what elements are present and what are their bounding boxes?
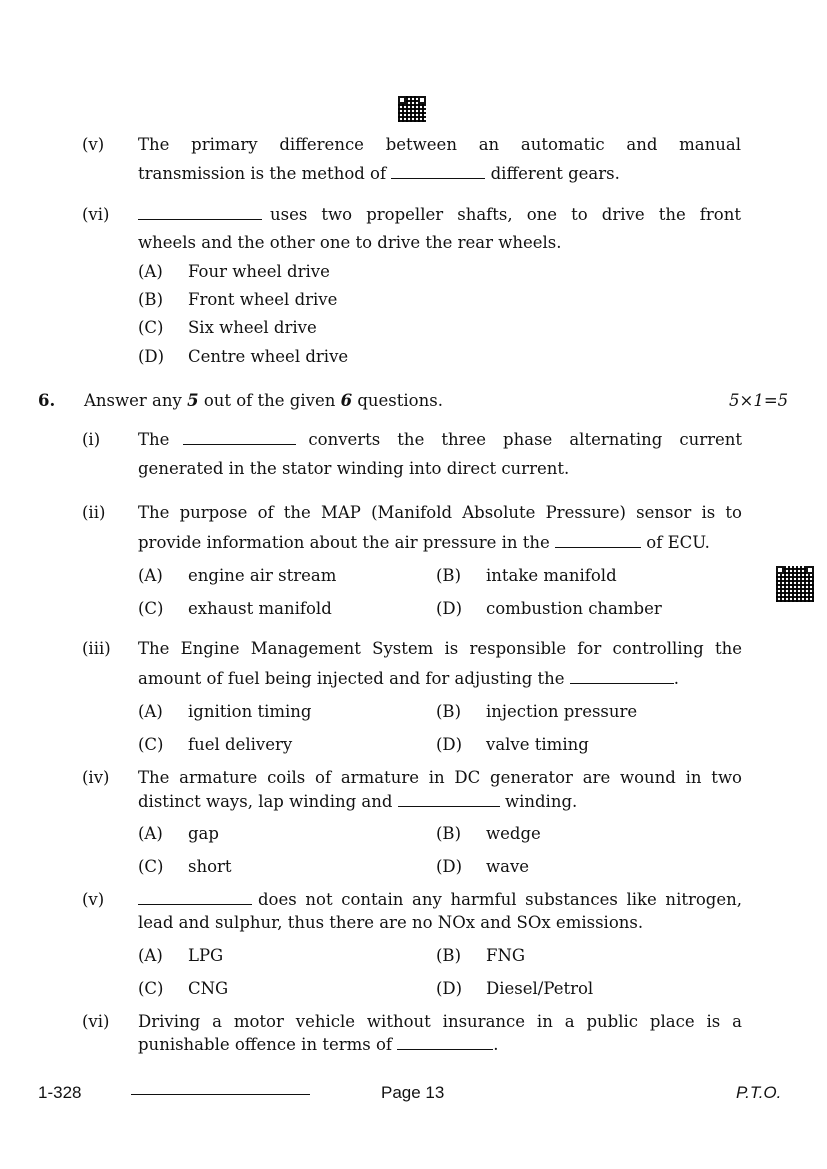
option-label: (B) — [436, 946, 461, 965]
option-text: CNG — [188, 979, 229, 998]
q6-v-number: (v) — [82, 890, 105, 909]
option-text: Six wheel drive — [188, 318, 317, 337]
q6-vi-line1: Driving a motor vehicle without insurance in a public place is a — [138, 1012, 742, 1031]
option-text: short — [188, 857, 232, 876]
q5-vi-line1 — [138, 205, 741, 224]
q6-instruction — [84, 391, 443, 410]
q5-v-number: (v) — [82, 135, 105, 154]
q5-vi-number: (vi) — [82, 205, 110, 224]
option-text: Diesel/Petrol — [486, 979, 594, 998]
option-label: (C) — [138, 979, 164, 998]
option-text: gap — [188, 824, 219, 843]
q5-v-line2 — [138, 164, 620, 183]
answer-blank — [138, 206, 262, 220]
q6-instr-a: Answer any — [84, 391, 182, 410]
q6-iii-text-a: amount of fuel being injected and for adjusting the — [138, 669, 565, 688]
option-text: injection pressure — [486, 702, 638, 721]
option-label: (C) — [138, 735, 164, 754]
option-label: (C) — [138, 857, 164, 876]
q6-i-number: (i) — [82, 430, 101, 449]
answer-blank — [555, 534, 641, 548]
q6-iii-line1: The Engine Management System is responsible for controlling the — [138, 639, 742, 658]
q6-instr-n2: 6 — [340, 391, 353, 410]
q6-iii-number: (iii) — [82, 639, 111, 658]
qr-code-side-icon — [776, 566, 814, 602]
q6-v-line2: lead and sulphur, thus there are no NOx and SOx emissions. — [138, 913, 644, 932]
q6-iv-number: (iv) — [82, 768, 110, 787]
q6-instr-c: questions. — [357, 391, 443, 410]
q6-vi-number: (vi) — [82, 1012, 110, 1031]
q5-v-line1: The primary difference between an automatic and manual — [138, 135, 741, 154]
q6-iv-line1: The armature coils of armature in DC generator are wound in two — [138, 768, 742, 787]
answer-blank — [138, 891, 252, 905]
q6-marks: 5×1=5 — [729, 391, 789, 410]
option-text: LPG — [188, 946, 224, 965]
q6-v-line1 — [138, 890, 742, 909]
q6-v-text-b: does not contain any harmful substances like nitrogen, — [258, 890, 742, 909]
option-label: (B) — [436, 824, 461, 843]
option-label: (A) — [138, 824, 163, 843]
option-label: (B) — [436, 566, 461, 585]
option-text: FNG — [486, 946, 526, 965]
option-label: (C) — [138, 599, 164, 618]
option-text: Front wheel drive — [188, 290, 338, 309]
option-label: (C) — [138, 318, 164, 337]
page-number: Page 13 — [381, 1083, 445, 1102]
paper-code: 1-328 — [38, 1083, 82, 1102]
option-text: exhaust manifold — [188, 599, 332, 618]
option-label: (B) — [436, 702, 461, 721]
option-label: (D) — [436, 979, 463, 998]
option-label: (A) — [138, 566, 163, 585]
q6-ii-text-a: provide information about the air pressure in the — [138, 533, 550, 552]
option-label: (D) — [436, 857, 463, 876]
option-text: Four wheel drive — [188, 262, 330, 281]
q6-vi-text-b: . — [493, 1035, 499, 1054]
q6-iv-line2 — [138, 792, 577, 811]
q5-vi-text-b: uses two propeller shafts, one to drive the front — [270, 205, 741, 224]
pto-label: P.T.O. — [736, 1083, 782, 1102]
q6-i-line2: generated in the stator winding into direct current. — [138, 459, 570, 478]
footer-rule — [131, 1094, 310, 1095]
option-text: wave — [486, 857, 530, 876]
q6-instr-b: out of the given — [203, 391, 336, 410]
qr-code-icon — [398, 96, 426, 122]
q5-v-text-a: transmission is the method of — [138, 164, 387, 183]
q6-vi-text-a: punishable offence in terms of — [138, 1035, 393, 1054]
answer-blank — [391, 165, 485, 179]
option-text: engine air stream — [188, 566, 337, 585]
option-label: (D) — [138, 347, 165, 366]
q6-i-line1 — [138, 430, 742, 449]
option-label: (A) — [138, 702, 163, 721]
q6-i-text-b: converts the three phase alternating current — [308, 430, 742, 449]
q6-ii-number: (ii) — [82, 503, 106, 522]
option-text: valve timing — [486, 735, 589, 754]
q6-vi-line2 — [138, 1035, 499, 1054]
answer-blank — [398, 793, 500, 807]
option-text: intake manifold — [486, 566, 617, 585]
option-text: ignition timing — [188, 702, 312, 721]
option-label: (B) — [138, 290, 163, 309]
q6-number: 6. — [38, 391, 56, 410]
q6-i-text-a: The — [138, 430, 170, 449]
answer-blank — [183, 431, 296, 445]
q6-ii-text-b: of ECU. — [646, 533, 710, 552]
option-label: (A) — [138, 262, 163, 281]
q6-ii-line1: The purpose of the MAP (Manifold Absolute Pressure) sensor is to — [138, 503, 742, 522]
answer-blank — [570, 670, 674, 684]
q6-instr-n1: 5 — [187, 391, 199, 410]
q5-vi-line2: wheels and the other one to drive the rear wheels. — [138, 233, 562, 252]
q6-iii-line2 — [138, 669, 679, 688]
q6-ii-line2 — [138, 533, 710, 552]
option-text: Centre wheel drive — [188, 347, 349, 366]
q6-iv-text-a: distinct ways, lap winding and — [138, 792, 393, 811]
option-label: (D) — [436, 735, 463, 754]
option-label: (D) — [436, 599, 463, 618]
q6-iv-text-b: winding. — [504, 792, 578, 811]
option-text: fuel delivery — [188, 735, 293, 754]
option-text: combustion chamber — [486, 599, 662, 618]
option-text: wedge — [486, 824, 541, 843]
q6-iii-text-b: . — [673, 669, 680, 688]
answer-blank — [397, 1036, 493, 1050]
q5-v-text-b: different gears. — [490, 164, 620, 183]
option-label: (A) — [138, 946, 163, 965]
